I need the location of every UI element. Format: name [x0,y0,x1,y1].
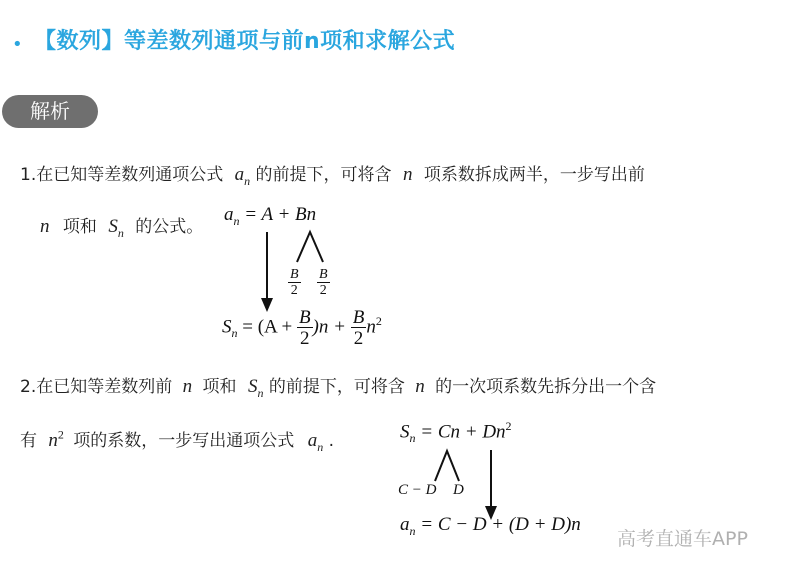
item1-var-S: $S_n$ [108,216,124,240]
item2-text-f: 项的系数，一步写出通项公式 [73,431,295,451]
item2-text-a: 2.在已知等差数列前 [20,377,173,397]
title-bullet: • [12,34,23,55]
item1-var-a: $a_n$ [234,164,251,188]
item2-var-n-squared: $n^2$ [48,427,64,451]
item1-text-c: 项系数拆成两半，一步写出前 [423,165,645,185]
watermark-text: 高考直通车APP [617,528,748,550]
item2-text-e: 有 [20,431,37,451]
item1-formula-bottom: $S_n = (A$ + $\frac{B}{2}$ )n + $\frac{B}{2}$ $n^2$ [222,307,382,349]
item2-var-n2: n [415,376,425,397]
item1-split-right: $\frac{B}{2}$ [319,267,328,298]
section-badge: 解析 [2,95,98,128]
item2-split-left: C − D [398,482,437,498]
item1-text-d: 项和 [62,217,97,237]
item2-split-right: D [453,482,464,498]
item1-text-e: 的公式。 [135,217,204,237]
item1-text-a: 1.在已知等差数列通项公式 [20,165,224,185]
item2-text-b: 项和 [202,377,237,397]
item1-text-b: 的前提下，可将含 [255,165,392,185]
item2-text-d: 的一次项系数先拆分出一个含 [435,377,657,397]
item2-text-c: 的前提下，可将含 [268,377,405,397]
item2-dot: . [328,431,335,451]
item2-var-n: n [182,376,193,397]
item2-formula-bottom: $a_n = C - D + (D + D)n$ [400,514,581,538]
item1-var-n2: n [40,216,50,237]
page-title: 【数列】等差数列通项与前n项和求解公式 [34,29,456,54]
item1-var-n: n [402,164,413,185]
item2-var-S: $S_n$ [247,376,264,400]
item1-split-left: $\frac{B}{2}$ [290,267,299,298]
item2-var-a: $a_n$ [307,430,324,454]
item1-formula-top: $a_n = A + Bn$ [224,204,317,228]
item2-formula-top: $S_n = Cn + Dn^2$ [400,419,512,446]
